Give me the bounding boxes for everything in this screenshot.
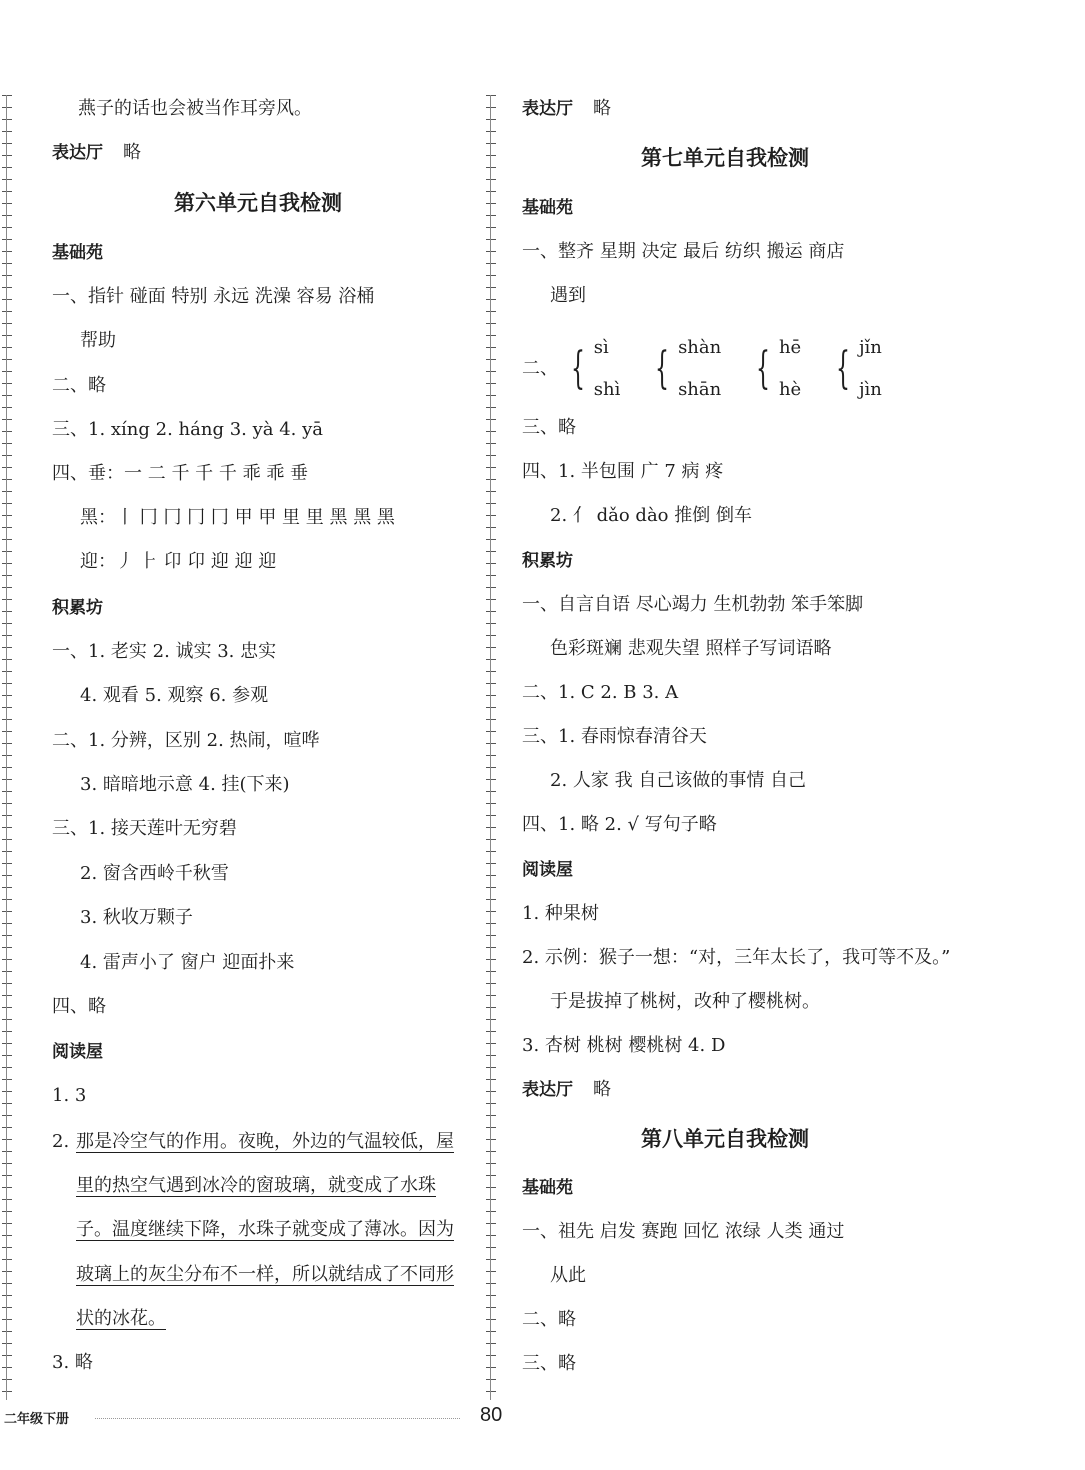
page-number: 80 <box>480 1404 503 1426</box>
answer-line: 三、1. 接天莲叶无穷碧 <box>52 818 237 839</box>
underlined-answer-line: 里的热空气遇到冰冷的窗玻璃，就变成了水珠 <box>76 1175 436 1196</box>
answer-line: 1. 种果树 <box>522 903 599 924</box>
answer-line: 三、略 <box>522 417 576 438</box>
answer-prefix: 二、 <box>522 358 558 379</box>
section-label: 表达厅 <box>522 99 573 119</box>
left-binding-margin <box>2 95 12 1400</box>
answer-line: 二、略 <box>52 375 106 396</box>
answer-line: 遇到 <box>550 285 586 306</box>
answer-line: 一、整齐 星期 决定 最后 纺织 搬运 商店 <box>522 241 845 262</box>
answer-line: 二、略 <box>522 1309 576 1330</box>
answer-line: 3. 秋收万颗子 <box>80 907 193 928</box>
section-heading: 基础苑 <box>522 1178 573 1198</box>
section-label: 表达厅 <box>52 143 103 163</box>
answer-line: 二、1. C 2. B 3. A <box>522 682 679 703</box>
answer-line: 于是拔掉了桃树，改种了樱桃树。 <box>550 991 820 1012</box>
pinyin-pair: shàn shān <box>678 337 722 400</box>
answer-line: 3. 暗暗地示意 4. 挂(下来) <box>80 774 290 795</box>
center-column-divider <box>486 95 496 1400</box>
text-line: 燕子的话也会被当作耳旁风。 <box>78 98 312 119</box>
pinyin-pairs-line <box>522 327 904 400</box>
answer-line: 3. 略 <box>52 1352 93 1373</box>
answer-line: 一、自言自语 尽心竭力 生机勃勃 笨手笨脚 <box>522 594 864 615</box>
expression-line <box>52 141 141 165</box>
stroke-order-line: 迎：丿 ⺊ 卬 卬 迎 迎 迎 <box>80 551 277 572</box>
answer-line: 三、1. 春雨惊春清谷天 <box>522 726 707 747</box>
expression-line <box>522 1078 611 1102</box>
answer-line: 色彩斑斓 悲观失望 照样子写词语略 <box>550 638 832 659</box>
footer-dotted-rule <box>95 1418 460 1419</box>
answer-line: 从此 <box>550 1265 586 1286</box>
brace-icon: { <box>570 343 585 394</box>
brace-icon: { <box>755 343 770 394</box>
answer-line: 三、略 <box>522 1353 576 1374</box>
section-label: 表达厅 <box>522 1080 573 1100</box>
expression-line <box>522 97 611 121</box>
answer-line: 帮助 <box>80 330 116 351</box>
section-heading: 积累坊 <box>522 551 573 571</box>
underlined-answer-line: 那是冷空气的作用。夜晚，外边的气温较低，屋 <box>76 1131 454 1152</box>
answer-line: 一、祖先 启发 赛跑 回忆 浓绿 人类 通过 <box>522 1221 845 1242</box>
unit-title: 第七单元自我检测 <box>641 146 809 170</box>
answer-line: 3. 杏树 桃树 樱桃树 4. D <box>522 1035 726 1056</box>
answer-line: 1. 3 <box>52 1085 87 1106</box>
answer-line: 二、1. 分辨，区别 2. 热闹，喧哗 <box>52 730 320 751</box>
section-heading: 基础苑 <box>522 198 573 218</box>
answer-value: 略 <box>593 98 611 119</box>
answer-line: 2. 亻 dǎo dào 推倒 倒车 <box>550 505 752 526</box>
pinyin-pair: jǐn jìn <box>858 337 882 400</box>
answer-line: 四、略 <box>52 996 106 1017</box>
answer-line: 四、1. 半包围 广 7 病 疼 <box>522 461 724 482</box>
unit-title: 第六单元自我检测 <box>174 191 342 215</box>
pinyin-pair: sì shì <box>593 337 621 400</box>
underlined-answer-line: 子。温度继续下降，水珠子就变成了薄冰。因为 <box>76 1219 454 1240</box>
answer-value: 略 <box>593 1079 611 1100</box>
answer-line: 一、1. 老实 2. 诚实 3. 忠实 <box>52 641 277 662</box>
answer-line: 一、指针 碰面 特别 永远 洗澡 容易 浴桶 <box>52 286 375 307</box>
answer-line: 三、1. xíng 2. háng 3. yà 4. yā <box>52 419 324 440</box>
brace-icon: { <box>655 343 670 394</box>
answer-line: 2. 窗含西岭千秋雪 <box>80 863 229 884</box>
underlined-answer-line: 玻璃上的灰尘分布不一样，所以就结成了不同形 <box>76 1264 454 1285</box>
section-heading: 阅读屋 <box>52 1042 103 1062</box>
section-heading: 积累坊 <box>52 598 103 618</box>
stroke-order-line: 四、垂：一 二 千 千 千 乖 乖 垂 <box>52 463 309 484</box>
answer-value: 略 <box>123 142 141 163</box>
answer-line: 4. 观看 5. 观察 6. 参观 <box>80 685 269 706</box>
brace-icon: { <box>835 343 850 394</box>
answer-line: 4. 雷声小了 窗户 迎面扑来 <box>80 952 295 973</box>
answer-number: 2. <box>52 1131 70 1152</box>
answer-line: 四、1. 略 2. √ 写句子略 <box>522 814 717 835</box>
answer-line: 2. 示例：猴子一想：“对，三年太长了，我可等不及。” <box>522 947 951 968</box>
grade-label: 二年级下册 <box>4 1412 70 1427</box>
stroke-order-line: 黑：丨 冂 冂 冂 冂 甲 甲 里 里 黑 黑 黑 <box>80 507 395 528</box>
underlined-answer-line: 状的冰花。 <box>76 1308 166 1329</box>
answer-line: 2. 人家 我 自己该做的事情 自己 <box>550 770 807 791</box>
pinyin-pair: hē hè <box>778 337 802 400</box>
section-heading: 阅读屋 <box>522 860 573 880</box>
section-heading: 基础苑 <box>52 243 103 263</box>
unit-title: 第八单元自我检测 <box>641 1127 809 1151</box>
